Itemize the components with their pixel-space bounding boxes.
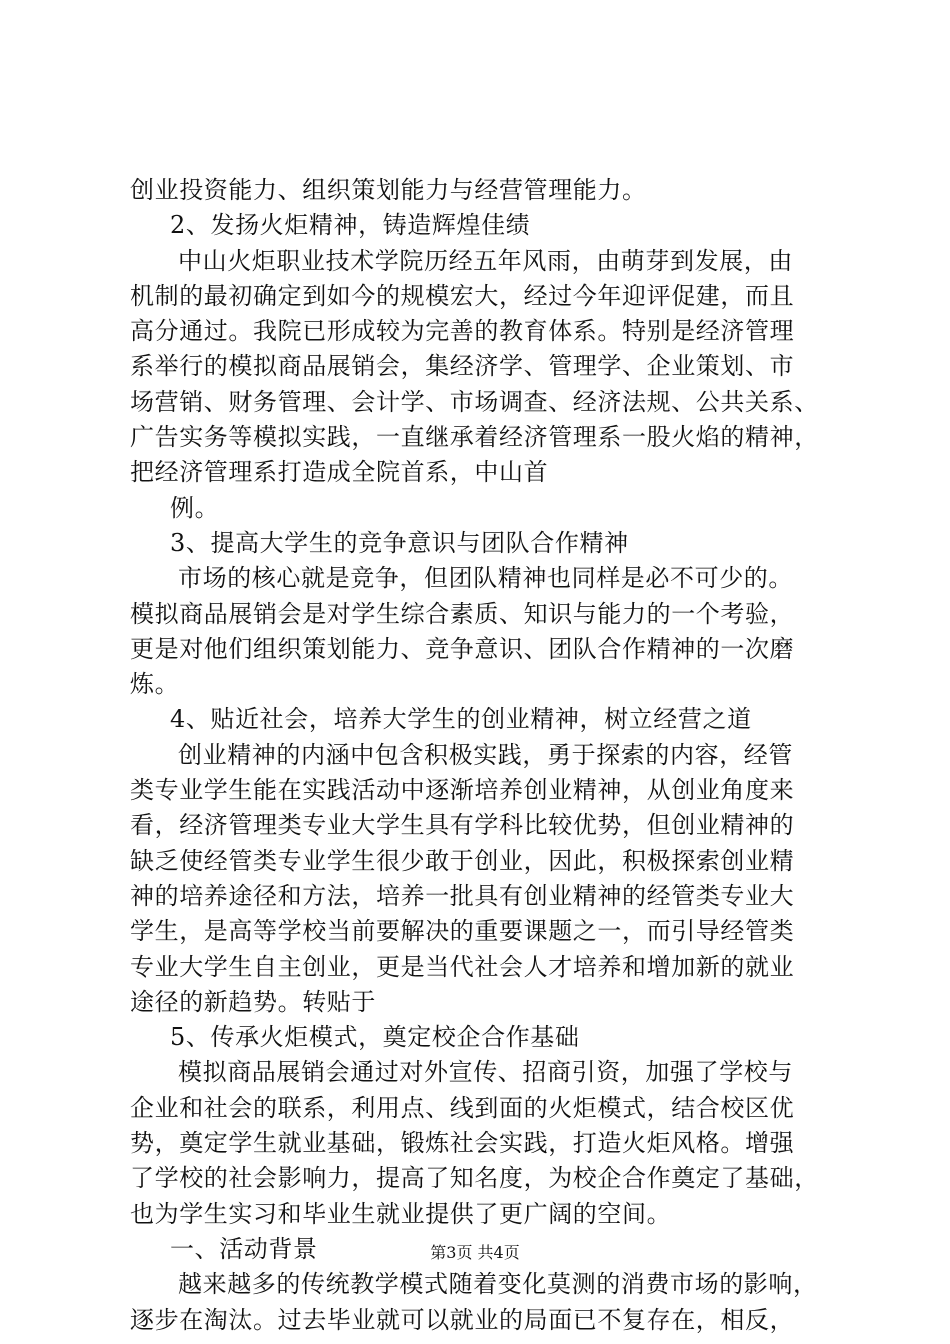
text-line: 类专业学生能在实践活动中逐渐培养创业精神，从创业角度来 [130,776,795,805]
text-line: 看，经济管理类专业大学生具有学科比较优势，但创业精神的 [130,811,795,840]
document-body [130,173,850,1338]
section-heading-line: 2、发扬火炬精神，铸造辉煌佳绩 [170,211,531,240]
section-heading-line: 5、传承火炬模式，奠定校企合作基础 [170,1023,580,1052]
text-line: 企业和社会的联系，利用点、线到面的火炬模式，结合校区优 [130,1093,795,1122]
text-line: 创业精神的内涵中包含积极实践，勇于探索的内容，经管 [178,740,793,769]
text-line: 学生，是高等学校当前要解决的重要课题之一，而引导经管类 [130,917,795,946]
section-heading-line: 4、贴近社会，培养大学生的创业精神，树立经营之道 [170,705,752,734]
text-line: 途径的新趋势。转贴于 [130,987,376,1016]
text-line: 模拟商品展销会是对学生综合素质、知识与能力的一个考验， [130,599,795,628]
text-line: 中山火炬职业技术学院历经五年风雨，由萌芽到发展，由 [178,246,793,275]
section-heading-line: 例。 [170,493,220,522]
text-line: 缺乏使经管类专业学生很少敢于创业，因此，积极探索创业精 [130,846,795,875]
text-line: 也为学生实习和毕业生就业提供了更广阔的空间。 [130,1199,672,1228]
section-heading-line: 3、提高大学生的竞争意识与团队合作精神 [170,528,629,557]
text-line: 广告实务等模拟实践，一直继承着经济管理系一股火焰的精神， [130,423,819,452]
text-line: 越来越多的传统教学模式随着变化莫测的消费市场的影响， [178,1270,818,1299]
text-line: 机制的最初确定到如今的规模宏大，经过今年迎评促建，而且 [130,281,795,310]
section-heading-line: 一、活动背景 [170,1234,318,1263]
text-line: 神的培养途径和方法，培养一批具有创业精神的经管类专业大 [130,881,795,910]
text-line: 逐步在淘汰。过去毕业就可以就业的局面已不复存在，相反， [130,1305,795,1334]
text-line: 场营销、财务管理、会计学、市场调查、经济法规、公共关系、 [130,387,819,416]
text-line: 炼。 [130,670,180,699]
text-line: 势，奠定学生就业基础，锻炼社会实践，打造火炬风格。增强 [130,1129,795,1158]
text-line: 高分通过。我院已形成较为完善的教育体系。特别是经济管理 [130,317,795,346]
text-line: 模拟商品展销会通过对外宣传、招商引资，加强了学校与 [178,1058,793,1087]
text-line: 专业大学生自主创业，更是当代社会人才培养和增加新的就业 [130,952,795,981]
text-line: 市场的核心就是竞争，但团队精神也同样是必不可少的。 [178,564,793,593]
text-line: 系举行的模拟商品展销会，集经济学、管理学、企业策划、市 [130,352,795,381]
text-line: 了学校的社会影响力，提高了知名度，为校企合作奠定了基础， [130,1164,819,1193]
text-line: 创业投资能力、组织策划能力与经营管理能力。 [130,176,647,204]
text-line: 把经济管理系打造成全院首系，中山首 [130,458,549,487]
page-footer: 第3页 共4页 [430,1243,520,1262]
text-line: 更是对他们组织策划能力、竞争意识、团队合作精神的一次磨 [130,634,795,663]
